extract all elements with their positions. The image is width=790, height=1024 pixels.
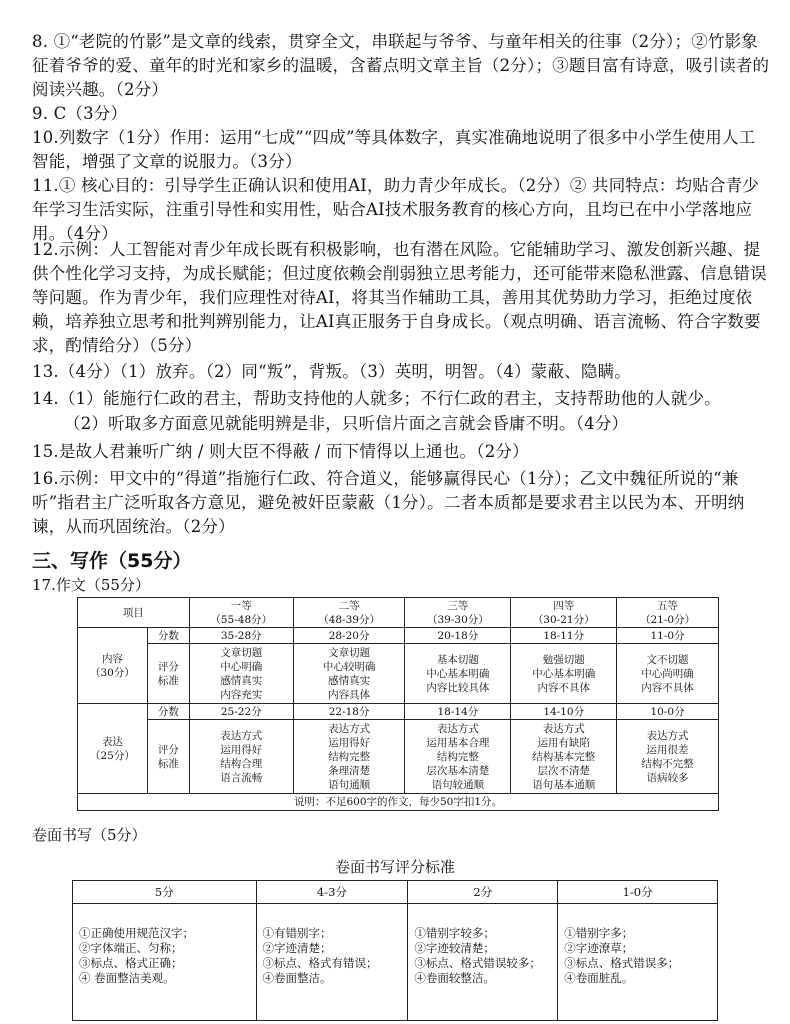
score-label: 分数 <box>147 704 189 720</box>
criteria-cell: 表达方式 运用基本合理 结构完整 层次基本清楚 语句较通顺 <box>405 720 511 794</box>
handwriting-header: 2分 <box>408 881 558 904</box>
handwriting-table-title: 卷面书写评分标准 <box>334 858 455 876</box>
score-cell: 22-18分 <box>293 704 405 720</box>
handwriting-criteria-cell <box>558 904 718 1021</box>
expression-label: 表达 （25分） <box>78 704 148 794</box>
handwriting-criteria-cell <box>73 904 257 1021</box>
criteria-line: ③标点、格式错误多； <box>564 956 680 970</box>
criteria-line: ②字迹较清楚； <box>414 941 495 955</box>
criteria-line: ④卷面脏乱。 <box>564 971 634 985</box>
answer-14-part2: （2）听取多方面意见就能明辨是非，只听信片面之言就会昏庸不明。（4分） <box>64 414 629 433</box>
essay-note-row <box>78 794 719 811</box>
criteria-line: ③标点、格式有错误； <box>262 956 378 970</box>
criteria-line: ①正确使用规范汉字； <box>79 926 194 940</box>
answer-16: 16.示例：甲文中的“得道”指施行仁政、符合道义，能够赢得民心（1分）；乙文中魏征所说的“兼听”指君主广泛听取各方意见，避免被奸臣蒙蔽（1分）。二者本质都是要求君主以民为本、开明纳谏，从而巩固统治。（2分） <box>32 469 745 536</box>
grade-header: 五等 （21-0分） <box>617 598 719 628</box>
section-title-writing: 三、写作（55分） <box>32 550 192 572</box>
score-cell: 18-11分 <box>511 628 617 644</box>
criteria-cell: 表达方式 运用很差 结构不完整 语病较多 <box>617 720 719 794</box>
content-criteria-row <box>78 644 719 704</box>
expression-score-row <box>78 704 719 720</box>
criteria-cell: 文不切题 中心尚明确 内容不具体 <box>617 644 719 704</box>
essay-grading-table <box>77 597 719 811</box>
grade-header: 三等 （39-30分） <box>405 598 511 628</box>
criteria-line: ②字迹潦草； <box>564 941 634 955</box>
answer-11: 11.① 核心目的：引导学生正确认识和使用AI，助力青少年成长。（2分）② 共同特点：均贴合青少年学习生活实际，注重引导性和实用性，贴合AI技术服务教育的核心方向，且均已在中小学落地应用。（4分） <box>32 176 760 243</box>
handwriting-grading-table <box>72 880 718 1021</box>
criteria-cell: 文章切题 中心较明确 感情真实 内容具体 <box>293 644 405 704</box>
criteria-line: ③标点、格式错误较多； <box>414 956 541 970</box>
criteria-line: ④卷面较整洁。 <box>414 971 495 985</box>
answer-12: 12.示例：人工智能对青少年成长既有积极影响，也有潜在风险。它能辅助学习、激发创新兴趣、提供个性化学习支持，为成长赋能；但过度依赖会削弱独立思考能力，还可能带来隐私泄露、信息错误等问题。作为青少年，我们应理性对待AI，将其当作辅助工具，善用其优势助力学习，拒绝过度依赖，培养独立思考和批判辨别能力，让AI真正服务于自身成长。（观点明确、语言流畅、符合字数要求，酌情给分）（5分） <box>32 240 767 355</box>
grade-header: 四等 （30-21分） <box>511 598 617 628</box>
handwriting-header: 4-3分 <box>256 881 408 904</box>
score-cell: 10-0分 <box>617 704 719 720</box>
answer-8: 8. ①“老院的竹影”是文章的线索，贯穿全文，串联起与爷爷、与童年相关的往事（2分）；②竹影象征着爷爷的爱、童年的时光和家乡的温暖，含蓄点明文章主旨（2分）；③题目富有诗意，吸引读者的阅读兴趣。（2分） <box>32 32 770 99</box>
answer-10: 10.列数字（1分）作用：运用“七成”“四成”等具体数字，真实准确地说明了很多中小学生使用人工智能，增强了文章的说服力。（3分） <box>32 128 756 171</box>
criteria-line: ④ 卷面整洁美观。 <box>79 971 175 985</box>
score-cell: 28-20分 <box>293 628 405 644</box>
criteria-line: ③标点、格式正确； <box>79 956 183 970</box>
criteria-label: 评分标准 <box>147 644 189 704</box>
criteria-cell: 表达方式 运用得好 结构完整 条理清楚 语句通顺 <box>293 720 405 794</box>
answer-13: 13.（4分）（1）放弃。（2）同“叛”，背叛。（3）英明，明智。（4）蒙蔽、隐瞒。 <box>32 362 631 381</box>
handwriting-header: 5分 <box>73 881 257 904</box>
score-cell: 11-0分 <box>617 628 719 644</box>
criteria-line: ①有错别字； <box>262 926 332 940</box>
content-score-row <box>78 628 719 644</box>
essay-note: 说明：不足600字的作文，每少50字扣1分。 <box>78 794 719 811</box>
score-cell: 14-10分 <box>511 704 617 720</box>
essay-label: 17.作文（55分） <box>32 576 150 594</box>
grade-header: 二等 （48-39分） <box>293 598 405 628</box>
handwriting-header: 1-0分 <box>558 881 718 904</box>
answer-14-part1: 14.（1）能施行仁政的君主，帮助支持他的人就多；不行仁政的君主，支持帮助他的人就少。 <box>32 389 721 408</box>
handwriting-header-row <box>73 881 718 904</box>
criteria-line: ④卷面整洁。 <box>262 971 332 985</box>
score-cell: 25-22分 <box>189 704 293 720</box>
handwriting-body-row <box>73 904 718 1021</box>
content-label: 内容 （30分） <box>78 628 148 704</box>
handwriting-label: 卷面书写（5分） <box>32 826 147 844</box>
criteria-line: ②字体端正、匀称； <box>79 941 183 955</box>
criteria-cell: 基本切题 中心基本明确 内容比较具体 <box>405 644 511 704</box>
criteria-cell: 勉强切题 中心基本明确 内容不具体 <box>511 644 617 704</box>
criteria-line: ①错别字较多； <box>414 926 495 940</box>
expression-criteria-row <box>78 720 719 794</box>
grade-header: 一等 （55-48分） <box>189 598 293 628</box>
criteria-cell: 表达方式 运用得好 结构合理 语言流畅 <box>189 720 293 794</box>
criteria-label: 评分标准 <box>147 720 189 794</box>
criteria-cell: 表达方式 运用有缺陷 结构基本完整 层次不清楚 语句基本通顺 <box>511 720 617 794</box>
handwriting-criteria-cell <box>408 904 558 1021</box>
criteria-line: ①错别字多； <box>564 926 634 940</box>
answer-15: 15.是故人君兼听广纳 / 则大臣不得蔽 / 而下情得以上通也。（2分） <box>32 442 529 461</box>
criteria-cell: 文章切题 中心明确 感情真实 内容充实 <box>189 644 293 704</box>
score-cell: 35-28分 <box>189 628 293 644</box>
handwriting-criteria-cell <box>256 904 408 1021</box>
essay-header-row <box>78 598 719 628</box>
score-cell: 18-14分 <box>405 704 511 720</box>
score-cell: 20-18分 <box>405 628 511 644</box>
criteria-line: ②字迹清楚； <box>262 941 332 955</box>
answer-9: 9. C（3分） <box>32 104 128 123</box>
item-header: 项目 <box>78 598 190 628</box>
score-label: 分数 <box>147 628 189 644</box>
